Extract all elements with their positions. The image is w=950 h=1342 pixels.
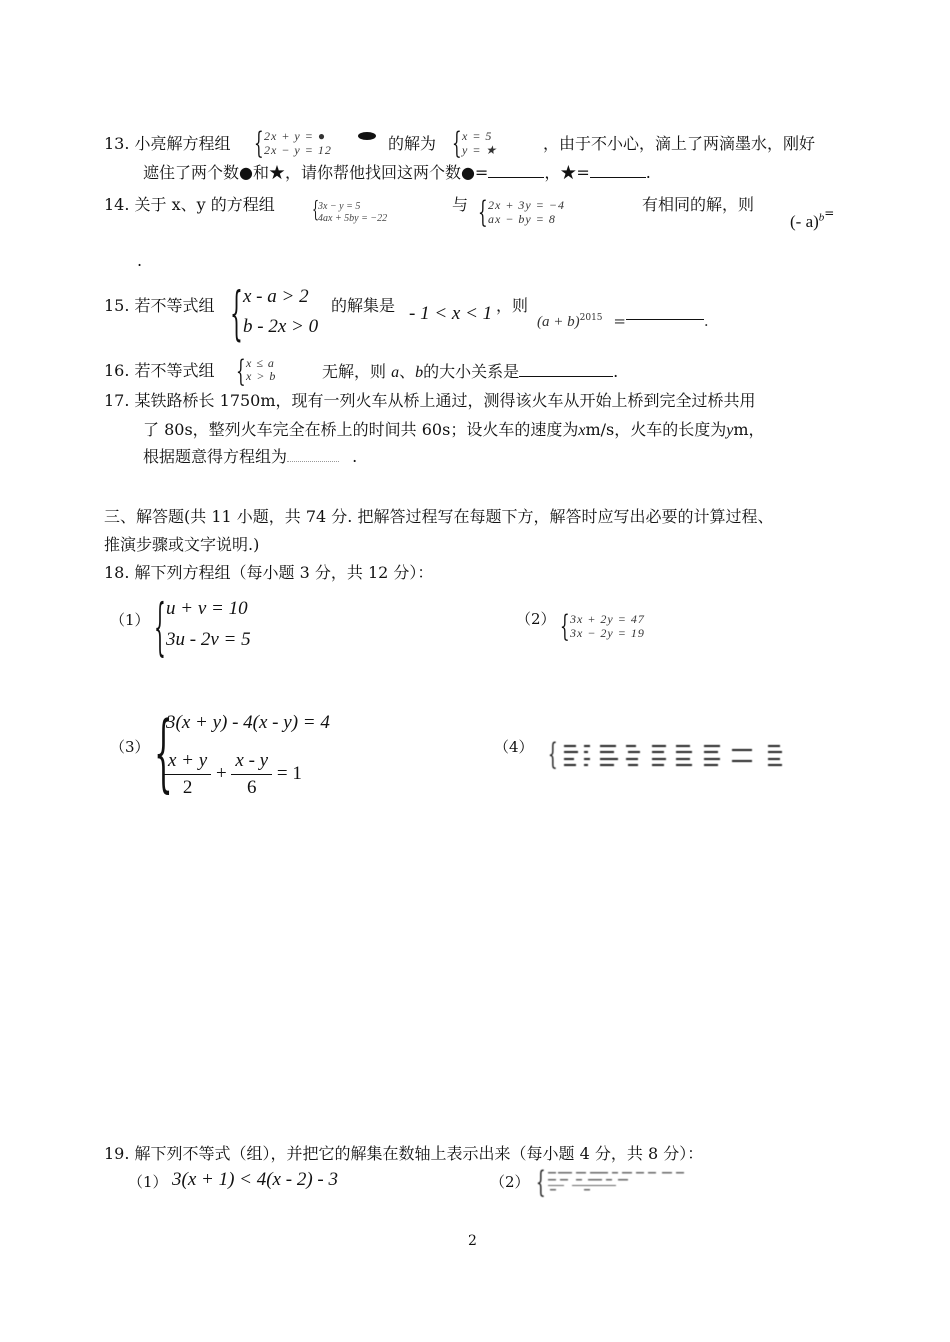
q18-part4-label: （4） — [494, 738, 534, 756]
q14-answer-dot: . — [137, 251, 143, 270]
q14-sysB-eq1: 2x + 3y = −4 — [488, 198, 565, 212]
q15-answer-blank[interactable] — [626, 303, 704, 320]
q13-equation-system: { 2x + y = ● 2x − y = 12 — [254, 126, 332, 161]
q18-part3-eq2: $\frac{x + y}{2}$ + $\frac{x - y}{6}$ = 1 — [164, 748, 302, 801]
question-18-title: 18. 解下列方程组（每小题 3 分，共 12 分）： — [104, 563, 434, 582]
q16-answer-blank[interactable] — [519, 360, 613, 377]
q13-answer-blank-circle[interactable] — [488, 161, 544, 178]
q13-answer-blank-star[interactable] — [590, 161, 646, 178]
q13-solution-system: { x = 5 y = ★ — [452, 126, 498, 161]
q15-text-3: ，则 — [496, 296, 529, 315]
q18-part3-label: （3） — [110, 738, 150, 756]
q17-line-2: 了 80s，整列火车完全在桥上的时间共 60s；设火车的速度为xm/s，火车的长度为ym， — [143, 420, 765, 439]
q18-part3-system: { 3(x + y) - 4(x - y) = 4 $\frac{x + y}{2}$ + $\frac{x - y}{6}$ = 1 — [154, 703, 330, 801]
q16-eq1: x ≤ a — [246, 356, 275, 370]
q15-text-1: 若不等式组 — [134, 296, 215, 315]
q16-eq2: x > b — [246, 369, 277, 383]
question-17 — [104, 390, 756, 412]
q13-text-1: 小亮解方程组 — [134, 134, 231, 153]
section-3-heading: 三、解答题(共 11 小题，共 74 分. 把解答过程写在每题下方，解答时应写出必要的计算过程、 — [104, 507, 774, 526]
q14-number: 14. — [104, 195, 130, 214]
q18-part4-garbled-equation — [548, 740, 838, 770]
q18-part4-equation-image: { — [548, 740, 838, 770]
q13-text-3: ，由于不小心，滴上了两滴墨水，刚好 — [543, 134, 816, 153]
q13-line-2: 遮住了两个数●和★，请你帮他找回这两个数●= ，★= . — [143, 163, 651, 182]
q19-part2-label: （2） — [490, 1173, 530, 1191]
q13-number: 13. — [104, 134, 130, 153]
question-16 — [104, 360, 215, 382]
ink-blot-circle-icon — [358, 132, 376, 140]
q18-part3-fraction-1: $\frac{x + y}{2}$ — [164, 748, 211, 801]
q14-system-a: { 3x − y = 5 4ax + 5by = −22 — [312, 198, 388, 224]
q13-sys-eq1: 2x + y = ● — [264, 129, 327, 143]
q13-sys-eq2: 2x − y = 12 — [264, 143, 332, 157]
page-number: 2 — [468, 1233, 477, 1249]
q19-part2-garbled-system — [536, 1168, 696, 1196]
q14-expression: (- a)$^{b=}$ — [790, 206, 835, 231]
q14-sysB-eq2: ax − by = 8 — [488, 212, 556, 226]
question-13 — [104, 133, 231, 155]
q14-text-3: 有相同的解，则 — [642, 195, 755, 214]
q18-part1-label: （1） — [110, 611, 150, 629]
q14-text-1: 关于 x、y 的方程组 — [134, 195, 275, 214]
q18-part2-system: { 3x + 2y = 47 3x − 2y = 19 — [560, 609, 645, 644]
q15-text-2: 的解集是 — [331, 296, 396, 315]
q16-text-2: 无解，则 a、b的大小关系是 . — [322, 362, 619, 381]
q15-inequality-system: { x - a > 2 b - 2x > 0 — [230, 279, 319, 347]
q18-part2-eq1: 3x + 2y = 47 — [570, 612, 645, 626]
q19-part2-inequality-system: { — [536, 1168, 696, 1196]
q14-system-b: { 2x + 3y = −4 ax − by = 8 — [478, 195, 565, 230]
q19-part1-label: （1） — [128, 1173, 168, 1191]
q17-answer-blank[interactable] — [287, 447, 339, 462]
q17-line-3: 根据题意得方程组为 . — [143, 447, 358, 466]
q15-expression: $(a + b)^{2015}$ = . — [537, 303, 709, 333]
q14-sysA-eq1: 3x − y = 5 — [318, 201, 361, 212]
question-14 — [104, 194, 275, 216]
q13-sol-eq2: y = ★ — [462, 143, 498, 157]
q18-part2-eq2: 3x − 2y = 19 — [570, 626, 645, 640]
q17-line-1: 某铁路桥长 1750m，现有一列火车从桥上通过，测得该火车从开始上桥到完全过桥共用 — [134, 391, 756, 410]
q16-text-1: 若不等式组 — [134, 361, 215, 380]
section-3-heading-line-2: 推演步骤或文字说明.) — [104, 535, 260, 554]
q18-part3-fraction-2: $\frac{x - y}{6}$ — [231, 748, 272, 801]
q15-number: 15. — [104, 296, 130, 315]
q18-part1-eq2: 3u - 2v = 5 — [166, 629, 251, 650]
q15-eq2: b - 2x > 0 — [243, 316, 319, 337]
q18-part2-label: （2） — [516, 610, 556, 628]
q18-part3-eq1: 3(x + y) - 4(x - y) = 4 — [166, 712, 330, 733]
q16-number: 16. — [104, 361, 130, 380]
q13-text-2: 的解为 — [388, 134, 437, 153]
question-15 — [104, 295, 215, 317]
q18-part1-system: { u + v = 10 3u - 2v = 5 — [154, 590, 251, 663]
q15-solution: - 1 < x < 1 — [409, 303, 493, 324]
q18-part1-eq1: u + v = 10 — [166, 598, 248, 619]
q19-part1-inequality: 3(x + 1) < 4(x - 2) - 3 — [172, 1169, 338, 1190]
q14-text-2: 与 — [452, 195, 469, 214]
question-19-title: 19. 解下列不等式（组），并把它的解集在数轴上表示出来（每小题 4 分，共 8 分）： — [104, 1144, 704, 1163]
q17-number: 17. — [104, 391, 130, 410]
q15-eq1: x - a > 2 — [243, 286, 309, 307]
q13-sol-eq1: x = 5 — [462, 129, 493, 143]
q14-sysA-eq2: 4ax + 5by = −22 — [318, 213, 388, 224]
q16-inequality-system: { x ≤ a x > b — [236, 354, 277, 389]
